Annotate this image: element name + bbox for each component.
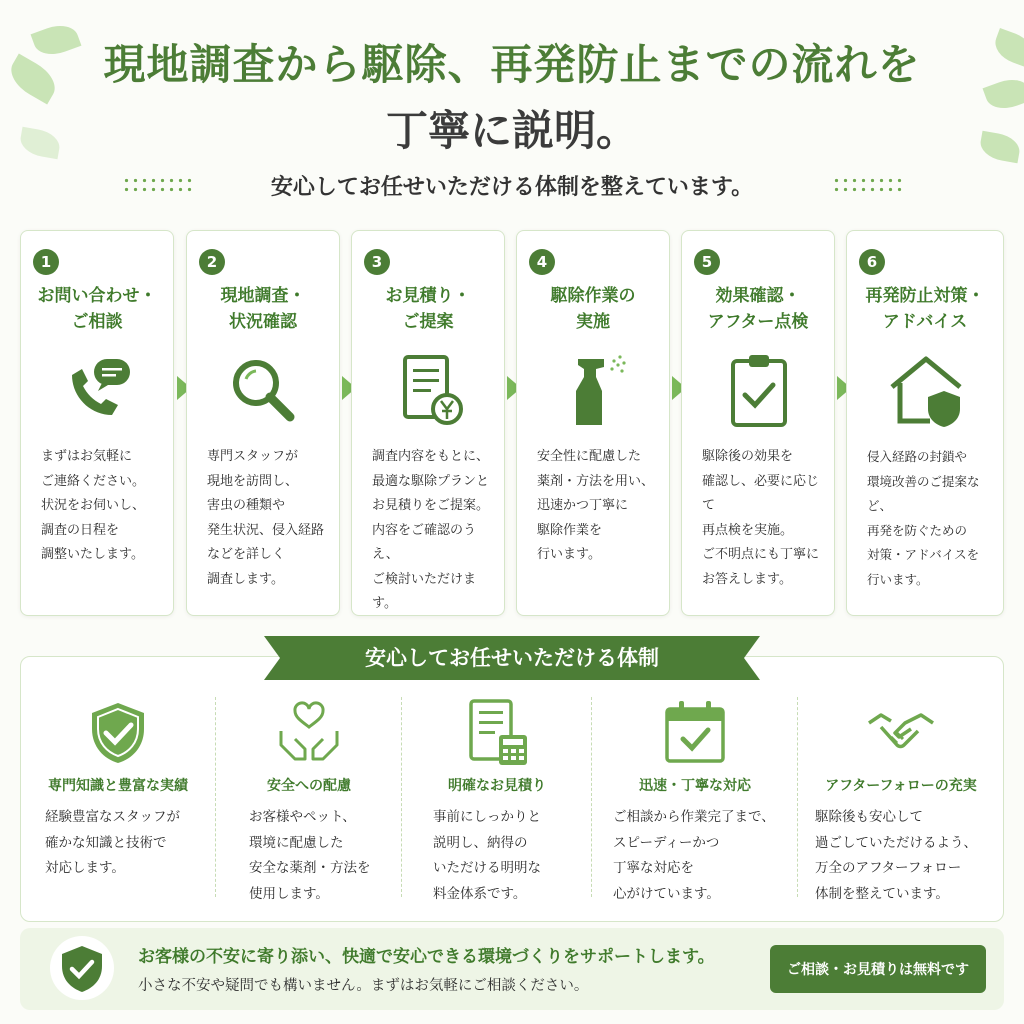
feature-speed: [593, 657, 797, 923]
footer-sub-text: 小さな不安や疑問でも構いません。まずはお気軽にご相談ください。: [138, 978, 589, 994]
free-consultation-button[interactable]: ご相談・お見積りは無料です: [770, 945, 986, 993]
footer-main-text: お客様の不安に寄り添い、快適で安心できる環境づくりをサポートします。: [138, 947, 715, 967]
feature-description: 駆除後も安心して 過ごしていただけるよう、 万全のアフターフォロー 体制を整えています。: [815, 809, 977, 902]
feature-description: ご相談から作業完了まで、 スピーディーかつ 丁寧な対応を 心がけています。: [613, 809, 775, 902]
step-title: 効果確認・ アフター点検: [707, 286, 809, 332]
step-number: 2: [199, 249, 225, 275]
dots-decoration-right: [832, 176, 904, 194]
feature-estimate: [403, 657, 591, 923]
step-title: 現地調査・ 状況確認: [220, 286, 306, 332]
magnifier-icon: [224, 351, 304, 431]
step-card-6: [846, 230, 1004, 616]
calendar-check-icon: [659, 697, 731, 769]
feature-description: お客様やペット、 環境に配慮した 安全な薬剤・方法を 使用します。: [249, 809, 371, 902]
feature-description: 事前にしっかりと 説明し、納得の いただける明明な 料金体系です。: [433, 809, 541, 902]
step-description: 駆除後の効果を 確認し、必要に応じて 再点検を実施。 ご不明点にも丁寧に お答えします。: [702, 449, 820, 587]
divider: [401, 697, 402, 897]
step-card-5: [681, 230, 835, 616]
step-number: 6: [859, 249, 885, 275]
estimate-document-icon: [389, 351, 469, 431]
step-description: 調査内容をもとに、 最適な駆除プランと お見積りをご提案。 内容をご確認のうえ、 ご検討いただけます。: [372, 449, 490, 611]
process-steps: [20, 230, 1004, 616]
phone-chat-icon: [58, 351, 138, 431]
document-calculator-icon: [461, 697, 533, 769]
step-description: 専門スタッフが 現地を訪問し、 害虫の種類や 発生状況、侵入経路 などを詳しく 調査します。: [207, 449, 325, 587]
step-description: 侵入経路の封鎖や 環境改善のご提案など、 再発を防ぐための 対策・アドバイスを 行います。: [867, 449, 980, 587]
feature-title: 迅速・丁寧な対応: [639, 778, 751, 794]
step-card-4: [516, 230, 670, 616]
step-description: 安全性に配慮した 薬剤・方法を用い、 迅速かつ丁寧に 駆除作業を 行います。: [537, 449, 655, 562]
feature-description: 経験豊富なスタッフが 確かな知識と技術で 対応します。: [45, 809, 180, 876]
page-subtitle: 安心してお任せいただける体制を整えています。: [270, 175, 754, 200]
step-card-1: [20, 230, 174, 616]
page-title-line1: 現地調査から駆除、再発防止までの流れを: [103, 40, 921, 89]
step-number: 3: [364, 249, 390, 275]
handshake-icon: [865, 697, 937, 769]
house-shield-icon: [886, 351, 966, 431]
step-title: お問い合わせ・ ご相談: [37, 286, 157, 332]
divider: [591, 697, 592, 897]
step-title: 再発防止対策・ アドバイス: [865, 286, 985, 332]
feature-title: 明確なお見積り: [448, 778, 546, 794]
step-card-2: [186, 230, 340, 616]
step-number: 4: [529, 249, 555, 275]
hands-heart-icon: [273, 697, 345, 769]
feature-title: 安全への配慮: [267, 778, 351, 794]
clipboard-check-icon: [719, 351, 799, 431]
step-card-3: [351, 230, 505, 616]
step-number: 1: [33, 249, 59, 275]
feature-title: アフターフォローの充実: [825, 778, 977, 794]
divider: [797, 697, 798, 897]
spray-bottle-icon: [554, 351, 634, 431]
feature-aftercare: [799, 657, 1003, 923]
features-banner: 安心してお任せいただける体制: [280, 636, 744, 680]
step-title: お見積り・ ご提案: [385, 286, 471, 332]
step-title: 駆除作業の 実施: [550, 286, 636, 332]
divider: [215, 697, 216, 897]
step-description: まずはお気軽に ご連絡ください。 状況をお伺いし、 調査の日程を 調整いたします。: [41, 449, 146, 562]
shield-check-icon: [50, 936, 114, 1000]
footer-message: [20, 928, 1004, 1010]
shield-check-icon: [82, 697, 154, 769]
step-number: 5: [694, 249, 720, 275]
footer-badge: [50, 936, 114, 1000]
feature-safety: [217, 657, 401, 923]
feature-expertise: [21, 657, 215, 923]
page-title-line2: 丁寧に説明。: [385, 106, 638, 155]
feature-title: 専門知識と豊富な実績: [48, 778, 188, 794]
features-panel: [20, 656, 1004, 922]
